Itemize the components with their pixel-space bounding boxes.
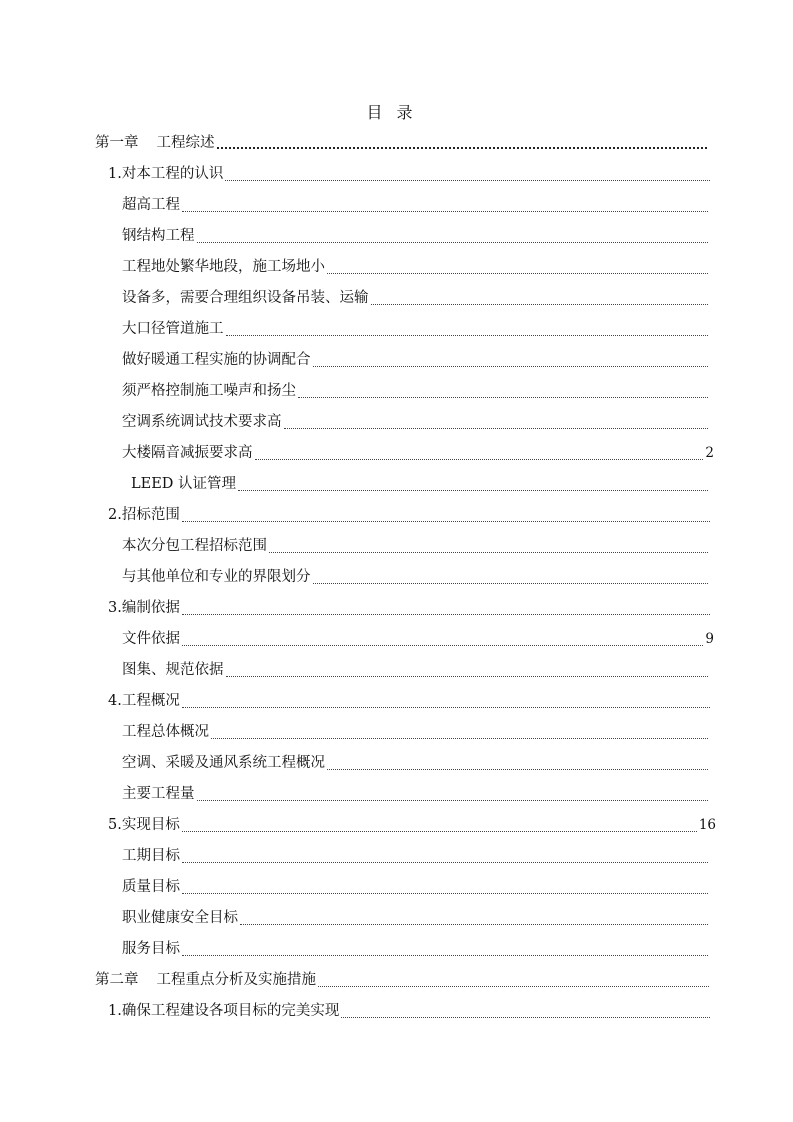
dot-leader — [182, 520, 710, 522]
dot-leader — [182, 706, 710, 708]
toc-entry[interactable] — [108, 690, 716, 712]
page-number: 2 — [705, 445, 714, 461]
toc-entry-label: 做好暖通工程实施的协调配合 — [122, 352, 311, 368]
toc-entry-label: 工程总体概况 — [122, 724, 209, 740]
toc-entry[interactable] — [131, 473, 714, 495]
dot-leader — [313, 365, 709, 367]
page-number: 9 — [705, 631, 714, 647]
dot-leader — [217, 146, 708, 149]
dot-leader — [341, 1016, 710, 1018]
dot-leader — [182, 210, 708, 212]
toc-entry-label: 设备多，需要合理组织设备吊装、运输 — [122, 290, 369, 306]
dot-leader — [327, 768, 708, 770]
dot-leader — [197, 799, 709, 801]
toc-entry[interactable] — [122, 442, 714, 464]
toc-entry-label: 服务目标 — [122, 941, 180, 957]
toc-entry[interactable] — [122, 876, 714, 898]
dot-leader — [240, 923, 708, 925]
toc-entry-label: 质量目标 — [122, 879, 180, 895]
toc-entry-label: 与其他单位和专业的界限划分 — [122, 569, 311, 585]
toc-entry[interactable] — [122, 380, 714, 402]
dot-leader — [318, 985, 709, 987]
toc-entry[interactable] — [108, 163, 716, 185]
dot-leader — [182, 830, 697, 832]
toc-entry[interactable] — [122, 938, 714, 960]
dot-leader — [226, 675, 709, 677]
toc-entry[interactable] — [122, 845, 714, 867]
dot-leader — [225, 179, 710, 181]
toc-entry-label: 大楼隔音减振要求高 — [122, 445, 253, 461]
toc-entry-chapter-1[interactable] — [95, 132, 713, 154]
toc-entry[interactable] — [122, 628, 714, 650]
chapter-title: 工程综述 — [156, 135, 215, 151]
toc-entry-label: 超高工程 — [122, 197, 180, 213]
toc-entry[interactable] — [122, 907, 714, 929]
toc-entry-label: LEED 认证管理 — [131, 476, 237, 492]
toc-entry-label: 空调、采暖及通风系统工程概况 — [122, 755, 325, 771]
toc-entry-label: 本次分包工程招标范围 — [122, 538, 267, 554]
dot-leader — [371, 303, 709, 305]
toc-entry-label: 钢结构工程 — [122, 228, 195, 244]
page-number: 16 — [698, 817, 716, 833]
dot-leader — [211, 737, 708, 739]
toc-entry-label: 工程地处繁华地段，施工场地小 — [122, 259, 325, 275]
dot-leader — [238, 489, 708, 491]
toc-entry-label: 主要工程量 — [122, 786, 195, 802]
toc-entry-label: 4.工程概况 — [108, 693, 180, 709]
toc-entry-label: 5.实现目标 — [108, 817, 180, 833]
dot-leader — [313, 582, 709, 584]
toc-entry[interactable] — [108, 597, 716, 619]
toc-entry[interactable] — [108, 814, 716, 836]
dot-leader — [182, 613, 710, 615]
toc-entry[interactable] — [122, 659, 714, 681]
toc-entry[interactable] — [108, 1000, 716, 1022]
dot-leader — [182, 644, 703, 646]
chapter-number: 第二章 — [95, 972, 139, 988]
toc-entry-label: 3.编制依据 — [108, 600, 180, 616]
toc-entry-label: 1.确保工程建设各项目标的完美实现 — [108, 1003, 340, 1019]
dot-leader — [327, 272, 708, 274]
toc-entry-label: 图集、规范依据 — [122, 662, 224, 678]
toc-entry-label: 2.招标范围 — [108, 507, 180, 523]
toc-entry[interactable] — [122, 566, 714, 588]
dot-leader — [226, 334, 709, 336]
chapter-number: 第一章 — [95, 135, 139, 151]
toc-entry[interactable] — [122, 783, 714, 805]
chapter-title: 工程重点分析及实施措施 — [156, 972, 316, 988]
toc-entry-label: 空调系统调试技术要求高 — [122, 414, 282, 430]
toc-entry[interactable] — [122, 225, 714, 247]
toc-entry-label: 大口径管道施工 — [122, 321, 224, 337]
dot-leader — [255, 458, 704, 460]
toc-entry-label: 工期目标 — [122, 848, 180, 864]
toc-entry-label: 1.对本工程的认识 — [108, 166, 224, 182]
dot-leader — [197, 241, 709, 243]
dot-leader — [182, 892, 708, 894]
dot-leader — [269, 551, 708, 553]
dot-leader — [182, 954, 708, 956]
dot-leader — [284, 427, 709, 429]
toc-entry[interactable] — [122, 256, 714, 278]
toc-entry[interactable] — [108, 504, 716, 526]
toc-entry[interactable] — [122, 349, 714, 371]
toc-entry-label: 文件依据 — [122, 631, 180, 647]
dot-leader — [298, 396, 708, 398]
toc-entry-label: 须严格控制施工噪声和扬尘 — [122, 383, 296, 399]
toc-entry[interactable] — [122, 318, 714, 340]
toc-entry[interactable] — [122, 721, 714, 743]
toc-title: 目录 — [366, 103, 427, 122]
toc-entry[interactable] — [122, 287, 714, 309]
toc-entry[interactable] — [122, 535, 714, 557]
toc-entry[interactable] — [122, 194, 714, 216]
toc-entry[interactable] — [122, 411, 714, 433]
toc-entry[interactable] — [122, 752, 714, 774]
dot-leader — [182, 861, 708, 863]
toc-entry-chapter-2[interactable] — [95, 969, 715, 991]
toc-entry-label: 职业健康安全目标 — [122, 910, 238, 926]
